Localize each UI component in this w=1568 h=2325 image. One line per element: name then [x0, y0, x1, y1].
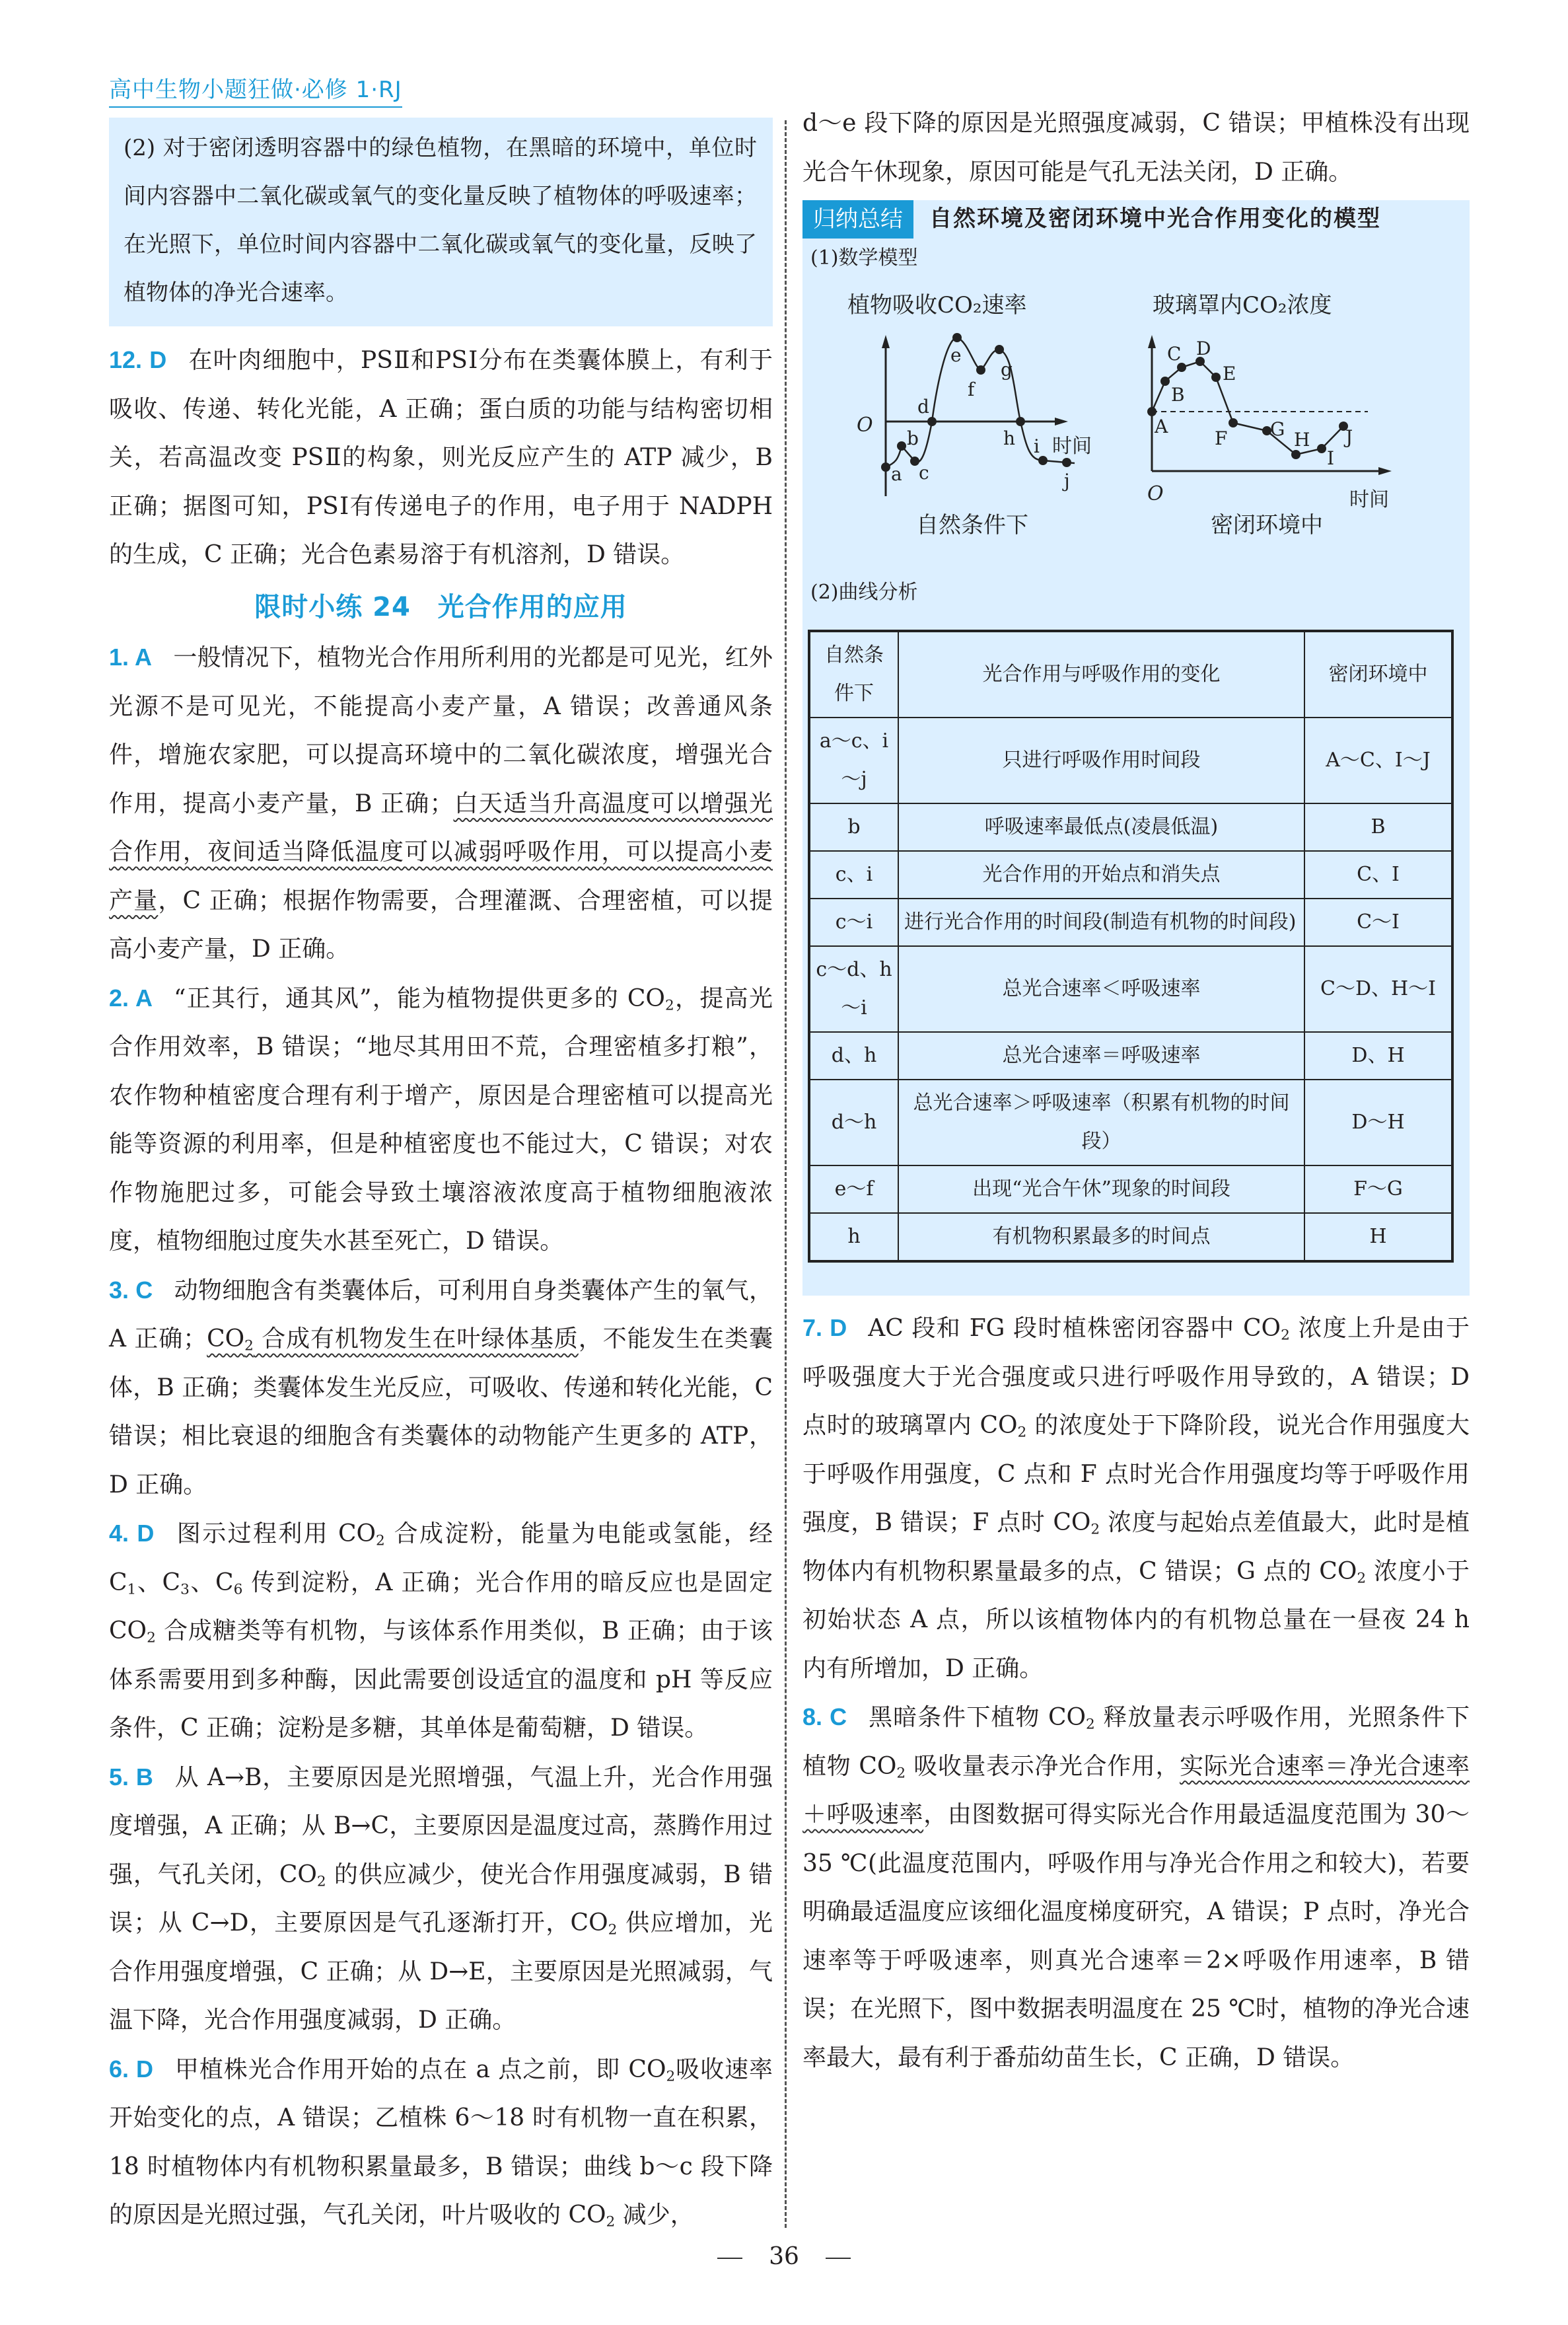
emphasis-part: CO — [207, 1325, 245, 1352]
label-J: J — [1345, 426, 1353, 448]
table-row — [809, 851, 1452, 899]
answer-6 — [109, 2045, 773, 2240]
natural-cell: d～h — [809, 1080, 898, 1165]
change-cell: 出现“光合午休”现象的时间段 — [898, 1165, 1304, 1213]
graph1-y-arrow — [882, 335, 890, 348]
answer-text: 浓度上升是由于呼吸强度大于光合强度或只进行呼吸作用导致的，A 错误；D 点时的玻璃罩内 CO — [802, 1315, 1470, 1439]
closed-cell: D～H — [1304, 1080, 1452, 1165]
answer-7 — [802, 1304, 1470, 1693]
graph2-y-arrow — [1148, 335, 1156, 348]
graph2-x-arrow — [1378, 467, 1392, 475]
header-cell: 密闭环境中 — [1304, 631, 1452, 718]
note-box: (2) 对于密闭透明容器中的绿色植物，在黑暗的环境中，单位时间内容器中二氧化碳或氧气的变化量反映了植物体的呼吸速率；在光照下，单位时间内容器中二氧化碳或氧气的变化量，反映了植物体的净光合速率。 — [109, 118, 773, 326]
answer-text: 吸收量表示净光合作用， — [906, 1752, 1180, 1780]
closed-cell: A～C、I～J — [1304, 718, 1452, 803]
graph2-caption: 密闭环境中 — [1211, 512, 1323, 538]
point-d — [927, 417, 937, 426]
answer-text: 黑暗条件下植物 CO — [868, 1704, 1087, 1731]
answer-text: 浓度与起始点差值最大，此时是植物体内有机物积累量最多的点，C 错误；G 点的 CO — [802, 1509, 1470, 1585]
answer-text: 甲植株光合作用开始的点在 a 点之前，即 CO — [174, 2055, 666, 2083]
subscript: 2 — [244, 1337, 254, 1354]
closed-cell: B — [1304, 803, 1452, 851]
subscript: 2 — [147, 1629, 156, 1646]
label-e: e — [950, 344, 962, 366]
natural-cell: h — [809, 1213, 898, 1261]
change-cell: 呼吸速率最低点(凌晨低温) — [898, 803, 1304, 851]
graph1-ylabel: 植物吸收CO₂速率 — [847, 292, 1027, 318]
subscript: 2 — [664, 996, 674, 1014]
summary-header — [802, 200, 1470, 239]
point-a — [881, 462, 890, 472]
page-number: 36 — [769, 2243, 799, 2270]
label-g: g — [1001, 359, 1013, 381]
answer-4 — [109, 1509, 773, 1753]
answer-number: 12. D — [109, 346, 167, 373]
point-c — [910, 457, 919, 466]
graph1-caption: 自然条件下 — [916, 512, 1028, 538]
point-H — [1291, 450, 1301, 459]
answer-text: 合成淀粉，能量为电能或氢能，经 C — [109, 1520, 773, 1596]
table-row — [809, 1080, 1452, 1165]
answer-1 — [109, 633, 773, 974]
label-d: d — [917, 396, 929, 418]
answer-text: 传到淀粉，A 正确；光合作用的暗反应也是固定 CO — [109, 1568, 773, 1644]
closed-cell: C～D、H～I — [1304, 946, 1452, 1032]
graph1-xlabel: 时间 — [1052, 435, 1092, 458]
answer-text: 、C — [136, 1568, 181, 1596]
table-row — [809, 899, 1452, 946]
summary-box — [802, 200, 1470, 1296]
point-g — [995, 345, 1004, 354]
answer-text: ，C 正确；根据作物需要，合理灌溉、合理密植，可以提高小麦产量，D 正确。 — [109, 887, 773, 963]
graph-closed — [1133, 278, 1437, 622]
change-cell: 进行光合作用的时间段(制造有机物的时间段) — [898, 899, 1304, 946]
header-cell: 光合作用与呼吸作用的变化 — [898, 631, 1304, 718]
natural-cell: c～d、h～i — [809, 946, 898, 1032]
closed-cell: C～I — [1304, 899, 1452, 946]
answer-text: 一般情况下，植物光合作用所利用的光都是可见光，红外光源不是可见光，不能提高小麦产量，A 错误；改善通风条件，增施农家肥，可以提高环境中的二氧化碳浓度，增强光合作用，提高小麦产量，B 正确； — [109, 644, 773, 817]
answer-text: 浓度小于初始状态 A 点，所以该植物体内的有机物总量在一昼夜 24 h 内有所增加，D 正确。 — [802, 1557, 1470, 1682]
subscript: 3 — [180, 1580, 190, 1598]
natural-cell: d、h — [809, 1032, 898, 1080]
answer-text: “正其行，通其风”，能为植物提供更多的 CO — [174, 984, 665, 1012]
answer-12 — [109, 336, 773, 579]
point-h — [1016, 417, 1025, 426]
change-cell: 总光合速率＜呼吸速率 — [898, 946, 1304, 1032]
point-j — [1062, 458, 1071, 467]
label-F: F — [1215, 427, 1228, 449]
subheading-curve-analysis: (2)曲线分析 — [810, 581, 918, 604]
graph1-origin: O — [857, 414, 873, 437]
label-h: h — [1003, 427, 1016, 449]
answer-number: 4. D — [109, 1520, 155, 1547]
change-cell: 总光合速率＞呼吸速率（积累有机物的时间段） — [898, 1080, 1304, 1165]
change-cell: 只进行呼吸作用时间段 — [898, 718, 1304, 803]
graph1-points — [881, 333, 1071, 472]
graph2-curve — [1152, 361, 1343, 455]
answer-text: 从 A→B，主要原因是光照增强，气温上升，光合作用强度增强，A 正确；从 B→C，主要原因是温度过高，蒸腾作用过强，气孔关闭，CO — [109, 1763, 773, 1888]
column-divider — [785, 120, 787, 2228]
table-row — [809, 718, 1452, 803]
answer-number: 5. B — [109, 1763, 153, 1790]
subscript: 2 — [608, 1921, 618, 1938]
change-cell: 光合作用的开始点和消失点 — [898, 851, 1304, 899]
subscript: 2 — [1357, 1569, 1367, 1586]
table-row — [809, 1032, 1452, 1080]
answer-number: 1. A — [109, 644, 153, 671]
summary-tag: 归纳总结 — [802, 200, 913, 239]
label-A: A — [1155, 416, 1168, 437]
subscript: 6 — [233, 1580, 243, 1598]
answer-number: 7. D — [802, 1314, 847, 1341]
point-i — [1038, 456, 1048, 465]
answer-text: 在叶肉细胞中，PSⅡ和PSⅠ分布在类囊体膜上，有利于吸收、传递、转化光能，A 正确；蛋白质的功能与结构密切相关，若高温改变 PSⅡ的构象，则光反应产生的 ATP 减少，B 正确；据图可知，PSⅠ有传递电子的作用，电子用于 NADPH 的生成，C 正确；光合色素易溶于有机溶剂，D 错误。 — [109, 347, 773, 568]
emphasis-text: 实际光合速率＝净光合速率＋呼吸速率 — [802, 1752, 1470, 1828]
answer-text: 吸收速率开始变化的点，A 错误；乙植株 6～18 时有机物一直在积累，18 时植物体内有机物积累量最多，B 错误；曲线 b～c 段下降的原因是光照过强，气孔关闭，叶片吸收的 CO — [109, 2055, 773, 2229]
answer-3 — [109, 1266, 773, 1510]
label-c: c — [919, 462, 929, 484]
emphasis-text: 白天适当升高温度可以增强光合作用，夜间适当降低温度可以减弱呼吸作用，可以提高小麦产量 — [109, 790, 773, 914]
answer-5 — [109, 1753, 773, 2045]
graph1-x-arrow — [1055, 418, 1068, 425]
subscript: 2 — [896, 1764, 906, 1781]
subscript: 2 — [1281, 1327, 1290, 1344]
answer-text: 合成糖类等有机物，与该体系作用类似，B 正确；由于该体系需要用到多种酶，因此需要创设适宜的温度和 pH 等反应条件，C 正确；淀粉是多糖，其单体是葡萄糖，D 错误。 — [109, 1617, 773, 1742]
answer-number: 2. A — [109, 984, 153, 1012]
answer-text: 动物细胞含有类囊体后，可利用自身类囊体产生的氧气，A 正确； — [109, 1276, 773, 1352]
point-F — [1229, 418, 1238, 427]
subscript: 2 — [1017, 1424, 1027, 1441]
header-cell: 自然条件下 — [809, 631, 898, 718]
answer-2 — [109, 974, 773, 1266]
graph2-origin: O — [1147, 482, 1164, 505]
answer-text: AC 段和 FG 段时植株密闭容器中 CO — [868, 1315, 1281, 1342]
subheading-math-model: (1)数学模型 — [810, 246, 918, 270]
answer-text: 图示过程利用 CO — [175, 1520, 376, 1547]
point-E — [1211, 373, 1221, 382]
label-H: H — [1294, 429, 1310, 451]
graph-natural — [842, 278, 1159, 622]
point-f — [976, 365, 985, 375]
point-b — [897, 441, 906, 451]
table-row — [809, 1165, 1452, 1213]
answer-text: ，提高光合作用效率，B 错误；“地尽其用田不荒，合理密植多打粮”，农作物种植密度合理有利于增产，原因是合理密植可以提高光能等资源的利用率，但是种植密度也不能过大，C 错误；对农作物施肥过多，可能会导致土壤溶液浓度高于植物细胞液浓度，植物细胞过度失水甚至死亡，D 错误。 — [109, 984, 773, 1255]
label-f: f — [968, 379, 975, 400]
label-I: I — [1327, 447, 1335, 469]
label-a: a — [891, 463, 902, 485]
subscript: 2 — [606, 2213, 616, 2231]
subscript: 2 — [316, 1872, 326, 1890]
closed-cell: D、H — [1304, 1032, 1452, 1080]
summary-title: 自然环境及密闭环境中光合作用变化的模型 — [929, 205, 1381, 233]
point-e — [952, 333, 962, 342]
graphs — [802, 278, 1470, 635]
answer-text: 释放量表示呼吸作用，光照条件下植物 CO — [802, 1704, 1470, 1780]
subscript: 1 — [127, 1580, 137, 1598]
answer-text: ，不能发生在类囊体，B 正确；类囊体发生光反应，可吸收、传递和转化光能，C 错误；相比衰退的细胞含有类囊体的动物能产生更多的 ATP，D 正确。 — [109, 1325, 773, 1498]
right-column — [802, 99, 1470, 2082]
subscript: 2 — [1090, 1521, 1100, 1538]
point-A — [1147, 407, 1157, 416]
closed-cell: C、I — [1304, 851, 1452, 899]
section-title: 限时小练 24 光合作用的应用 — [254, 591, 627, 622]
book-header: 高中生物小题狂做·必修 1·RJ — [109, 71, 402, 108]
graph2-points — [1147, 357, 1348, 459]
table-row — [809, 1213, 1452, 1261]
point-B — [1160, 377, 1170, 386]
footer-dash-right — [826, 2258, 851, 2259]
label-i: i — [1034, 435, 1040, 457]
label-B: B — [1171, 384, 1185, 406]
answer-text: 供应增加，光合作用强度增强，C 正确；从 D→E，主要原因是光照减弱，气温下降，光合作用强度减弱，D 正确。 — [109, 1909, 773, 2034]
answer-text: 、C — [189, 1568, 234, 1596]
natural-cell: c、i — [809, 851, 898, 899]
graph2-xlabel: 时间 — [1349, 488, 1389, 511]
left-column — [109, 118, 773, 2240]
answer-text: 的浓度处于下降阶段，说光合作用强度大于呼吸作用强度，C 点和 F 点时光合作用强度均等于呼吸作用强度，B 错误；F 点时 CO — [802, 1412, 1470, 1536]
change-cell: 总光合速率＝呼吸速率 — [898, 1032, 1304, 1080]
table-row — [809, 946, 1452, 1032]
natural-cell: a～c、i～j — [809, 718, 898, 803]
natural-cell: e～f — [809, 1165, 898, 1213]
answer-number: 3. C — [109, 1276, 153, 1304]
answer-8 — [802, 1693, 1470, 2082]
subscript: 2 — [1086, 1716, 1095, 1733]
label-C: C — [1167, 343, 1182, 365]
change-cell: 有机物积累最多的时间点 — [898, 1213, 1304, 1261]
natural-cell: c～i — [809, 899, 898, 946]
analysis-table — [808, 630, 1454, 1263]
answer-number: 6. D — [109, 2055, 153, 2083]
label-D: D — [1196, 338, 1211, 359]
label-G: G — [1270, 418, 1285, 440]
label-E: E — [1223, 363, 1236, 385]
point-I — [1317, 444, 1326, 453]
table-row — [809, 803, 1452, 851]
closed-cell: H — [1304, 1213, 1452, 1261]
label-j: j — [1064, 470, 1070, 492]
emphasis-part: 合成有机物发生在叶绿体基质 — [253, 1325, 579, 1352]
subscript: 2 — [376, 1532, 385, 1549]
page-footer — [0, 2243, 1568, 2270]
graph2-ylabel: 玻璃罩内CO₂浓度 — [1153, 292, 1332, 318]
answer-number: 8. C — [802, 1703, 847, 1730]
table-header-row — [809, 631, 1452, 718]
footer-dash-left — [717, 2258, 742, 2259]
subscript: 2 — [666, 2067, 676, 2085]
answer-text: 减少， — [615, 2201, 694, 2229]
answer-text: ，由图数据可得实际光合作用最适温度范围为 30～35 ℃(此温度范围内，呼吸作用与净光合作用之和较大)，若要明确最适温度应该细化温度梯度研究，A 错误；P 点时，净光合速率等于呼吸速率，则真光合速率＝2×呼吸作用速率，B 错误；在光照下，图中数据表明温度在 25 ℃时，植物的净光合速率最大，最有利于番茄幼苗生长，C 正确，D 错误。 — [802, 1801, 1470, 2071]
label-b: b — [907, 427, 919, 449]
answer-6-continued: d～e 段下降的原因是光照强度减弱，C 错误；甲植株没有出现光合午休现象，原因可能是气孔无法关闭，D 正确。 — [802, 110, 1470, 186]
answer-text: 的供应减少，使光合作用强度减弱，B 错误；从 C→D，主要原因是气孔逐渐打开，CO — [109, 1861, 773, 1937]
closed-cell: F～G — [1304, 1165, 1452, 1213]
natural-cell: b — [809, 803, 898, 851]
emphasis-text — [207, 1325, 579, 1352]
